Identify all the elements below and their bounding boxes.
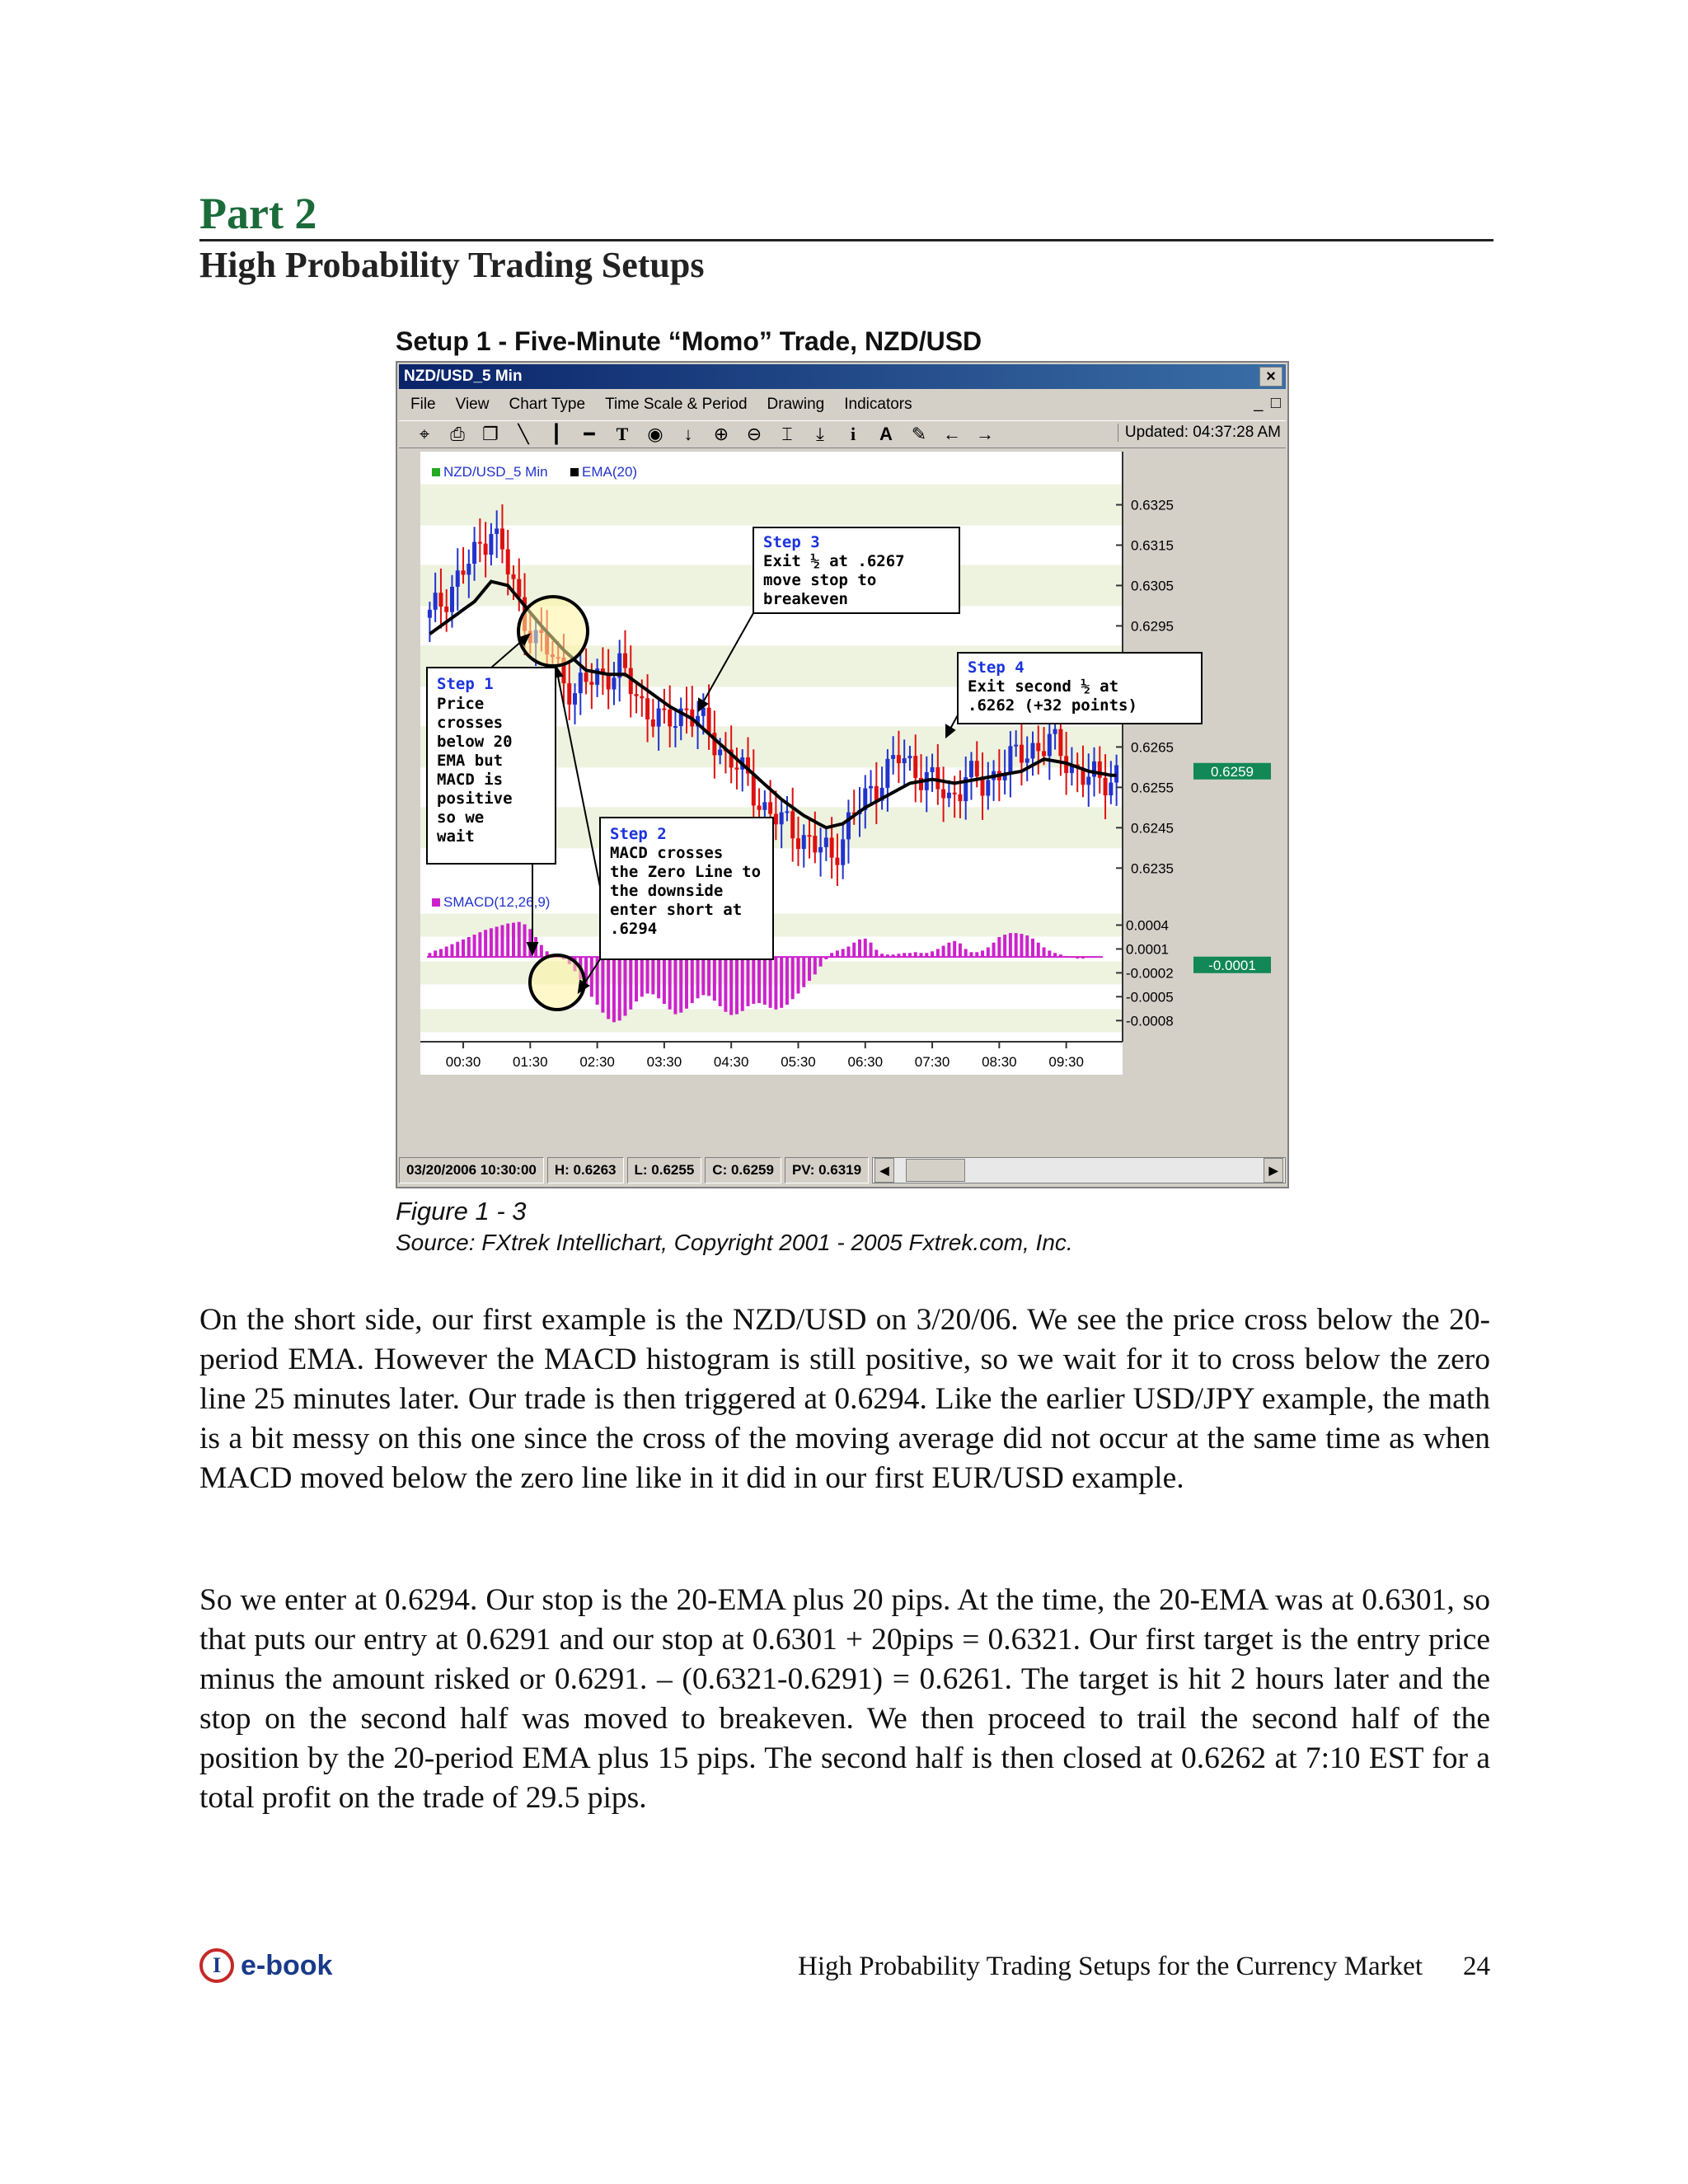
macd-bar — [1043, 948, 1046, 958]
candle-body — [1048, 734, 1052, 757]
candle-body — [818, 847, 823, 852]
macd-bar — [864, 939, 867, 957]
candle-body — [1086, 776, 1090, 785]
x-tick-label: 03:30 — [646, 1054, 682, 1070]
macd-bar — [808, 957, 811, 981]
price-legend — [432, 464, 637, 480]
candle-body — [1104, 778, 1108, 795]
price-y-tick-label: 0.6255 — [1131, 780, 1174, 796]
candle-body — [790, 811, 795, 838]
macd-bar — [512, 923, 515, 958]
candle-body — [1008, 746, 1012, 773]
macd-bar — [1015, 933, 1018, 957]
macd-bar — [478, 932, 481, 957]
candle-body — [1053, 729, 1057, 734]
scroll-right-arrow-icon[interactable]: ▶ — [1264, 1158, 1283, 1183]
candle-body — [657, 709, 661, 727]
scroll-thumb[interactable] — [906, 1159, 965, 1182]
body-paragraph: On the short side, our first example is the NZD/USD on 3/20/06. We see the price cross below the 20-period EMA. However the MACD histogram is still positive, so we wait for it to cross below the zero line 25 minutes later. Our trade is then triggered at 0.6294. Like the earlier USD/JPY example, the math is a bit messy on this one since the cross of the moving average did not occur at the same time as when MACD moved below the zero line like in it did in our first EUR/USD example. — [199, 1303, 1490, 1495]
macd-bar — [819, 957, 823, 967]
macd-bar — [495, 926, 499, 957]
macd-legend-label: SMACD(12,26,9) — [443, 894, 551, 910]
line-vertical-icon[interactable]: ┃ — [551, 424, 562, 444]
candle-body — [506, 550, 510, 574]
candle-body — [835, 858, 839, 865]
candle-body — [484, 544, 488, 555]
ema-legend-label: EMA(20) — [582, 464, 638, 480]
window-controls[interactable]: _ □ — [1254, 394, 1282, 412]
step2-title: Step 2 — [610, 825, 667, 843]
line-diagonal-icon[interactable]: ╲ — [518, 424, 529, 444]
candle-body — [931, 767, 935, 772]
status-bar — [399, 1157, 1286, 1185]
macd-bar — [964, 949, 968, 957]
candle-body — [512, 574, 516, 579]
candle-body — [757, 805, 762, 809]
macd-bar — [445, 947, 448, 958]
macd-bar — [713, 957, 716, 1001]
step1-line: Price — [437, 695, 485, 713]
status-low: L: 0.6255 — [627, 1157, 702, 1183]
macd-bar — [635, 957, 638, 1001]
step2-line: enter short at — [610, 901, 743, 919]
price-y-tick-label: 0.6295 — [1131, 618, 1174, 635]
step3-line: Exit ½ at .6267 — [763, 552, 905, 570]
status-high: H: 0.6263 — [547, 1157, 624, 1183]
macd-bar — [612, 957, 616, 1022]
macd-bar — [724, 957, 727, 1012]
candle-body — [808, 835, 812, 837]
candle-body — [662, 709, 666, 710]
macd-bar — [987, 948, 990, 958]
candle-body — [796, 838, 800, 849]
step3-annotation — [753, 527, 959, 613]
macd-y-tick-label: -0.0002 — [1126, 965, 1174, 982]
macd-y-tick-label: -0.0008 — [1126, 1013, 1174, 1029]
candle-body — [935, 767, 940, 790]
candle-body — [1036, 743, 1040, 752]
price-y-tick-label: 0.6235 — [1131, 860, 1174, 877]
x-tick-label: 00:30 — [445, 1054, 481, 1070]
candle-body — [785, 811, 789, 813]
x-tick-label: 02:30 — [579, 1054, 615, 1070]
candle-body — [467, 564, 471, 574]
macd-bar — [796, 957, 799, 993]
candle-body — [640, 696, 644, 699]
figure-caption: Figure 1 - 3 — [396, 1197, 527, 1226]
macd-bar — [846, 947, 850, 958]
candle-body — [1042, 751, 1046, 756]
macd-bar — [1025, 935, 1029, 957]
candle-body — [623, 654, 627, 668]
candle-body — [573, 693, 577, 705]
candle-body — [975, 761, 979, 776]
macd-bar — [774, 957, 777, 1010]
macd-bar — [785, 957, 789, 1005]
macd-bar — [696, 957, 700, 998]
candle-body — [774, 814, 778, 825]
step2-line: the Zero Line to — [610, 863, 762, 881]
macd-bar — [646, 957, 649, 993]
macd-legend-swatch — [432, 898, 440, 907]
macd-bar — [1048, 950, 1051, 957]
macd-bar — [434, 950, 437, 957]
candle-body — [734, 767, 738, 769]
step3-title: Step 3 — [763, 533, 820, 551]
macd-bar — [618, 957, 621, 1020]
fit-icon[interactable]: ⌶ — [781, 424, 793, 444]
macd-bar — [623, 957, 626, 1015]
price-y-tick-label: 0.6265 — [1131, 739, 1174, 756]
candle-body — [1025, 758, 1029, 762]
macd-bar — [735, 957, 738, 1015]
macd-bar — [1009, 933, 1012, 957]
step1-line: EMA but — [437, 752, 504, 770]
macd-bar — [936, 949, 940, 957]
scroll-left-arrow-icon[interactable]: ◀ — [874, 1158, 894, 1183]
logo-text: e-book — [241, 1949, 333, 1981]
macd-bar — [763, 957, 767, 1005]
step2-line: MACD crosses — [610, 844, 724, 862]
macd-bar — [1020, 934, 1023, 957]
macd-bar — [629, 957, 632, 1010]
price-y-tick-label: 0.6325 — [1131, 497, 1174, 513]
candle-body — [824, 837, 828, 846]
macd-bar — [450, 944, 453, 957]
macd-bar — [490, 928, 493, 957]
candle-body — [673, 726, 678, 728]
zoom-out-icon[interactable]: ⊖ — [746, 424, 762, 444]
macd-bar — [601, 957, 604, 1013]
macd-bar — [685, 957, 688, 1009]
macd-bar — [780, 957, 783, 1008]
macd-bar — [607, 957, 610, 1019]
current-price-label: 0.6259 — [1211, 763, 1254, 780]
candle-body — [462, 570, 466, 574]
scroll-left-icon[interactable]: ← — [943, 424, 961, 444]
price-cross-circle — [518, 597, 588, 666]
macd-bar — [947, 943, 950, 957]
arrow-down-icon[interactable]: ↓ — [683, 424, 693, 444]
step2-line: the downside — [610, 882, 724, 900]
candle-body — [941, 790, 945, 799]
step1-line: MACD is — [437, 771, 504, 789]
candle-body — [813, 836, 817, 852]
menu-time-scale[interactable]: Time Scale & Period — [605, 396, 748, 413]
candle-body — [500, 528, 504, 549]
macd-bar — [959, 944, 962, 957]
macd-bar — [484, 930, 487, 957]
part-subtitle: High Probability Trading Setups — [199, 245, 705, 285]
candle-body — [897, 755, 901, 763]
macd-bar — [747, 957, 750, 1006]
macd-bar — [953, 941, 956, 957]
candle-body — [830, 837, 834, 857]
price-y-tick-label: 0.6305 — [1131, 578, 1174, 594]
x-tick-label: 04:30 — [713, 1054, 749, 1070]
logo-mark-icon: I — [199, 1948, 234, 1983]
macd-bar — [657, 957, 660, 998]
macd-bar — [870, 943, 873, 957]
candle-body — [456, 570, 460, 587]
menu-bar — [399, 391, 1286, 419]
save-icon[interactable]: ⤓ — [816, 424, 824, 444]
updated-timestamp: Updated: 04:37:28 AM — [1118, 424, 1281, 442]
ema-legend-swatch — [570, 468, 579, 476]
candle-body — [780, 813, 784, 825]
step1-line: positive — [437, 790, 513, 808]
macd-bar — [981, 950, 984, 957]
price-y-tick-label: 0.6315 — [1131, 537, 1174, 554]
close-button[interactable]: × — [1259, 367, 1282, 387]
status-datetime: 03/20/2006 10:30:00 — [399, 1157, 544, 1183]
x-tick-label: 09:30 — [1048, 1054, 1084, 1070]
macd-bar — [523, 925, 527, 958]
candle-body — [953, 793, 957, 794]
candle-body — [869, 786, 873, 789]
candle-body — [651, 719, 655, 727]
x-tick-label: 01:30 — [513, 1054, 548, 1070]
step1-line: so we — [437, 808, 485, 827]
candle-body — [907, 756, 912, 758]
body-paragraph: So we enter at 0.6294. Our stop is the 20-EMA plus 20 pips. At the time, the 20-EMA was at 0.6301, so that puts our entry at 0.6291 and our stop at 0.6301 + 20pips = 0.6321. Our first target is the entry price minus the amount risked or 0.6291. – (0.6321-0.6291) = 0.6261. The target is hit 2 hours later and the stop on the second half was moved to breakeven. We then proceed to trail the second half of the position by the 20-period EMA plus 15 pips. The second half is then closed at 0.6262 at 7:10 EST for a total profit on the trade of 29.5 pips. — [199, 1583, 1490, 1815]
candle-body — [846, 813, 851, 840]
macd-bar — [473, 935, 476, 957]
candle-body — [567, 683, 571, 705]
candle-body — [986, 780, 990, 795]
macd-bar — [651, 957, 654, 994]
step3-line: breakeven — [763, 590, 848, 608]
figure-title: Setup 1 - Five-Minute “Momo” Trade, NZD/USD — [396, 326, 982, 356]
candle-body — [1020, 745, 1024, 763]
window-titlebar — [399, 364, 1286, 389]
candle-body — [495, 528, 499, 534]
macd-bar — [802, 957, 805, 987]
status-close: C: 0.6259 — [705, 1157, 781, 1183]
macd-bar — [719, 957, 722, 1006]
macd-y-axis — [1116, 917, 1174, 1029]
candle-body — [903, 758, 907, 763]
macd-bar — [518, 922, 521, 957]
menu-drawing[interactable]: Drawing — [767, 396, 825, 413]
candle-body — [579, 673, 583, 693]
macd-bar — [852, 943, 856, 957]
candle-body — [891, 755, 895, 759]
macd-bar — [997, 937, 1001, 957]
candle-body — [478, 542, 482, 544]
step3-line: move stop to — [763, 571, 877, 589]
candle-body — [434, 593, 438, 610]
x-tick-label: 08:30 — [982, 1054, 1017, 1070]
macd-bar — [506, 924, 509, 958]
menu-file[interactable]: File — [410, 396, 436, 413]
draw-icon[interactable]: ✎ — [911, 424, 927, 444]
macd-bar — [769, 957, 772, 1008]
price-legend-label: NZD/USD_5 Min — [443, 464, 548, 480]
macd-bar — [707, 957, 710, 996]
crosshair-icon[interactable]: ⌖ — [419, 424, 430, 444]
title-rule — [199, 239, 1493, 241]
macd-bar — [874, 949, 878, 957]
candle-body — [438, 593, 443, 607]
macd-bar — [858, 940, 861, 957]
target-icon[interactable]: ◉ — [647, 424, 663, 444]
macd-bar — [741, 957, 744, 1011]
x-tick-label: 05:30 — [781, 1054, 816, 1070]
candle-body — [762, 802, 767, 809]
ebook-logo — [199, 1948, 332, 1983]
candle-body — [1058, 729, 1062, 757]
candle-body — [958, 794, 962, 801]
step1-line: crosses — [437, 714, 504, 732]
x-tick-label: 07:30 — [914, 1054, 950, 1070]
current-macd-label: -0.0001 — [1208, 957, 1256, 973]
candle-body — [612, 677, 616, 689]
candle-body — [947, 793, 951, 799]
scroll-right-icon[interactable]: → — [976, 424, 994, 444]
price-y-tick-label: 0.6245 — [1131, 820, 1174, 837]
current-value-labels — [1193, 763, 1271, 973]
candle-body — [685, 709, 689, 710]
price-band — [420, 484, 1123, 525]
macd-bar — [673, 957, 677, 1015]
x-axis — [420, 1042, 1123, 1075]
candle-body — [768, 802, 772, 813]
candle-body — [584, 673, 588, 682]
zoom-in-icon[interactable]: ⊕ — [713, 424, 729, 444]
candle-body — [472, 542, 476, 564]
macd-bar — [462, 940, 465, 957]
candle-body — [969, 761, 973, 777]
macd-bar — [663, 957, 666, 1004]
macd-bar — [540, 945, 543, 957]
line-horizontal-icon[interactable]: ━ — [584, 424, 595, 444]
macd-bar — [500, 925, 504, 957]
macd-band — [420, 1009, 1123, 1032]
macd-bar — [942, 946, 945, 958]
status-pv: PV: 0.6319 — [785, 1157, 869, 1183]
step4-title: Step 4 — [968, 658, 1025, 677]
macd-y-tick-label: 0.0001 — [1126, 941, 1169, 958]
candle-body — [668, 710, 672, 726]
window-title: NZD/USD_5 Min — [404, 368, 523, 385]
copy-icon[interactable]: ❐ — [482, 424, 499, 444]
candle-body — [913, 756, 917, 778]
macd-bar — [640, 957, 644, 996]
part-title: Part 2 — [199, 189, 317, 238]
candle-body — [517, 579, 521, 598]
candle-body — [1109, 783, 1113, 796]
candle-body — [645, 698, 649, 719]
menu-chart-type[interactable]: Chart Type — [509, 396, 586, 413]
macd-bar — [791, 957, 795, 999]
candle-body — [718, 749, 722, 755]
candle-body — [885, 759, 889, 788]
step4-annotation — [958, 653, 1202, 724]
macd-bar — [439, 949, 443, 957]
macd-bar — [456, 942, 459, 957]
chart-plot — [409, 452, 1279, 1154]
menu-indicators[interactable]: Indicators — [844, 396, 912, 413]
candle-body — [635, 694, 639, 696]
macd-bar — [467, 937, 471, 957]
macd-bar — [691, 957, 694, 1003]
macd-bar — [842, 949, 845, 957]
candle-body — [802, 835, 806, 849]
candle-body — [489, 534, 493, 555]
candle-body — [1031, 743, 1035, 759]
step4-line: Exit second ½ at — [968, 677, 1119, 696]
candle-body — [874, 786, 879, 801]
chart-window — [396, 361, 1289, 1188]
horizontal-scrollbar[interactable] — [872, 1157, 1286, 1183]
footer-title: High Probability Trading Setups for the Currency Market — [798, 1952, 1423, 1981]
page-number: 24 — [1463, 1952, 1490, 1981]
print-icon[interactable]: ⎙ — [450, 424, 465, 444]
font-icon[interactable]: A — [879, 424, 893, 444]
macd-bar — [1037, 943, 1040, 957]
candle-body — [707, 708, 711, 733]
macd-bar — [836, 950, 839, 957]
step1-line: below 20 — [437, 733, 513, 751]
macd-bar — [992, 943, 996, 957]
step2-line: .6294 — [610, 920, 658, 938]
figure-source: Source: FXtrek Intellichart, Copyright 2001 - 2005 Fxtrek.com, Inc. — [396, 1230, 1073, 1255]
macd-y-tick-label: -0.0005 — [1126, 989, 1174, 1005]
macd-bar — [668, 957, 672, 1010]
macd-bar — [814, 957, 817, 974]
macd-bar — [701, 957, 705, 995]
macd-bar — [729, 957, 733, 1015]
step4-line: .6262 (+32 points) — [968, 696, 1137, 715]
candle-body — [428, 610, 432, 618]
candle-body — [1092, 762, 1096, 777]
macd-bar — [931, 951, 934, 957]
candle-body — [752, 774, 756, 806]
step1-line: wait — [437, 827, 475, 846]
step1-title: Step 1 — [437, 675, 494, 693]
candle-body — [444, 607, 448, 612]
macd-cross-circle — [530, 955, 584, 1010]
price-legend-swatch — [432, 468, 440, 476]
info-icon[interactable]: i — [850, 424, 856, 444]
candle-body — [1014, 745, 1018, 747]
text-icon[interactable]: T — [616, 424, 629, 444]
candle-body — [589, 682, 593, 684]
macd-y-tick-label: 0.0004 — [1126, 917, 1169, 934]
macd-bar — [1031, 939, 1034, 957]
macd-bar — [752, 957, 755, 1004]
candle-body — [841, 839, 845, 865]
x-tick-label: 06:30 — [847, 1054, 884, 1070]
macd-bar — [1003, 935, 1006, 957]
macd-bar — [590, 957, 593, 996]
candle-body — [450, 587, 454, 612]
menu-view[interactable]: View — [455, 396, 490, 413]
macd-bar — [679, 957, 682, 1013]
macd-bar — [757, 957, 761, 1003]
step2-annotation — [600, 818, 773, 959]
step1-annotation — [427, 668, 556, 864]
candle-body — [1098, 762, 1102, 778]
